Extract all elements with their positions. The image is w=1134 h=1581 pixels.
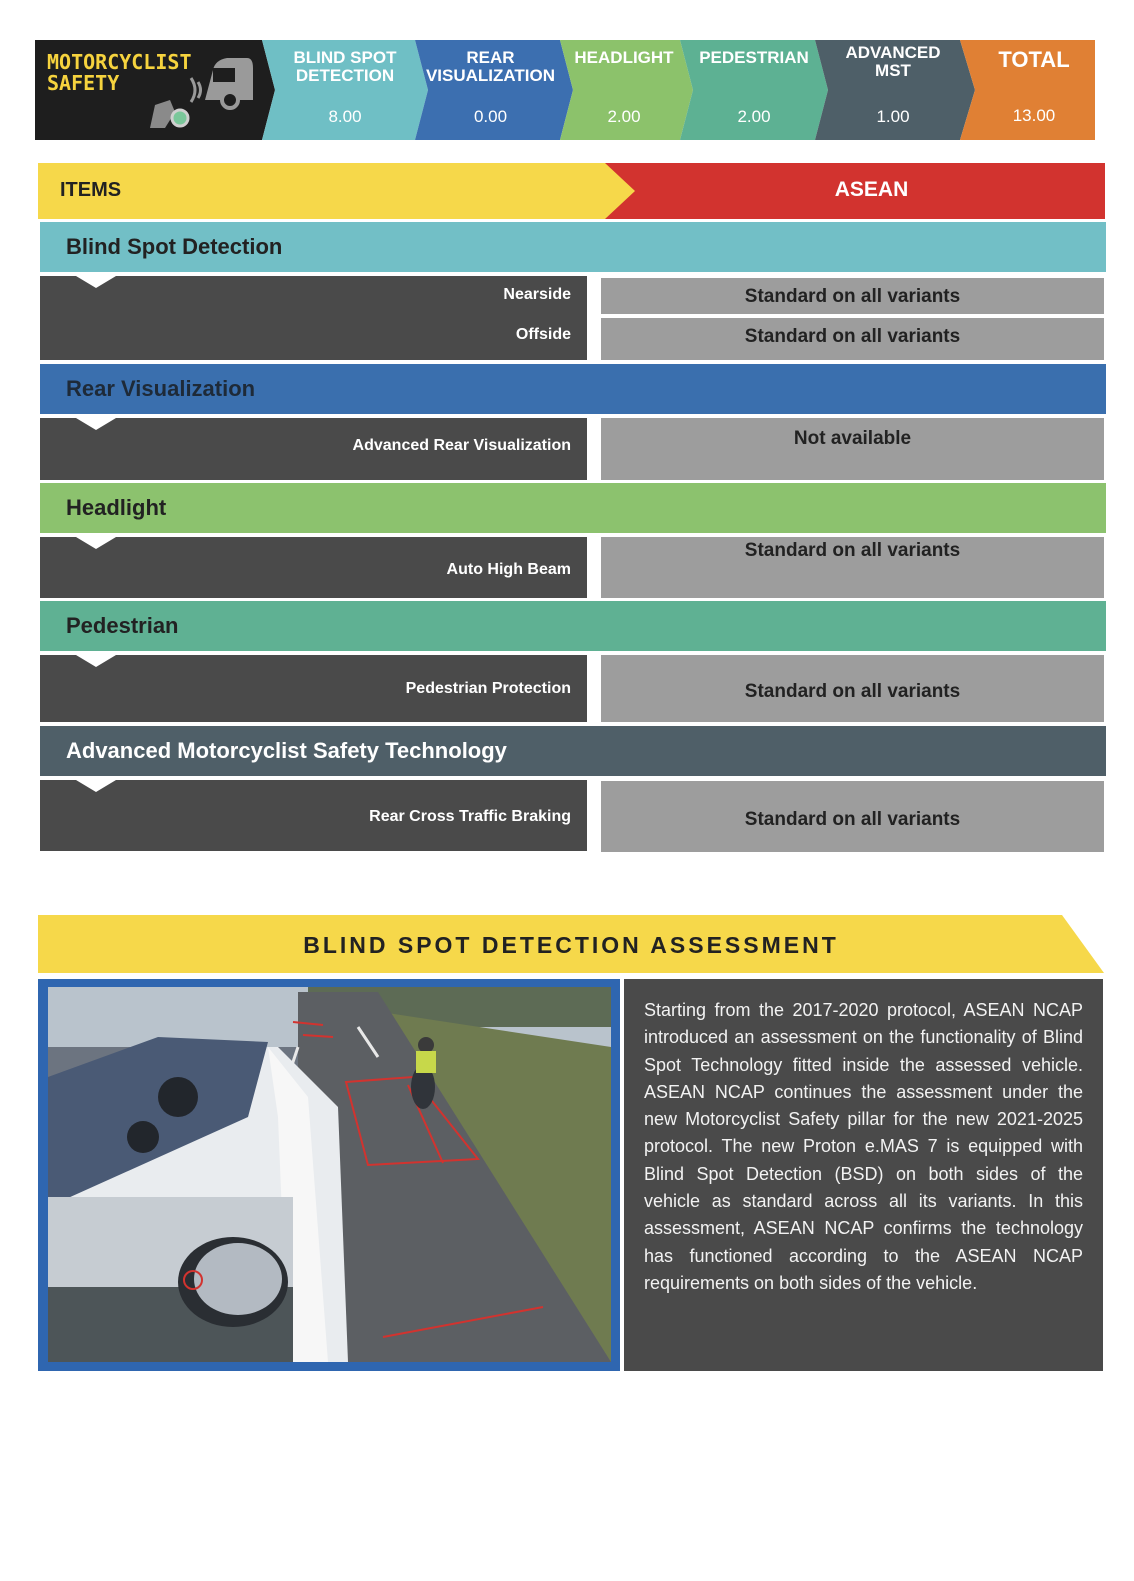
title-line-1: MOTORCYCLIST bbox=[47, 50, 192, 74]
category-pedestrian: Pedestrian bbox=[40, 601, 1106, 651]
advanced-mst-value: 1.00 bbox=[876, 107, 910, 126]
blind-spot-value: 8.00 bbox=[328, 107, 362, 126]
category-advanced-motorcyclist-safety: Advanced Motorcyclist Safety Technology bbox=[40, 726, 1106, 776]
value-offside: Standard on all variants bbox=[601, 318, 1104, 360]
items-header bbox=[38, 163, 1105, 219]
row-label-nearside: Nearside bbox=[503, 286, 571, 303]
notch-marker bbox=[76, 418, 116, 432]
rear-visualization-subrow bbox=[40, 418, 587, 480]
row-label-advanced-rear-visualization: Advanced Rear Visualization bbox=[352, 437, 571, 454]
assessment-description-box bbox=[624, 979, 1103, 1371]
rear-visualization-label-1: REAR bbox=[466, 48, 515, 67]
total-value: 13.00 bbox=[1012, 106, 1056, 125]
advanced-mst-subrow bbox=[40, 780, 587, 851]
score-header bbox=[35, 40, 1095, 140]
rear-visualization-score bbox=[423, 49, 558, 127]
advanced-mst-label-2: MST bbox=[875, 61, 911, 80]
motorcyclist-safety-title bbox=[47, 52, 192, 94]
notch-marker bbox=[76, 655, 116, 669]
pedestrian-score bbox=[691, 49, 817, 127]
pedestrian-subrow bbox=[40, 655, 587, 722]
assessment-title: BLIND SPOT DETECTION ASSESSMENT bbox=[303, 932, 839, 958]
blind-spot-subrow bbox=[40, 276, 587, 360]
value-nearside: Standard on all variants bbox=[601, 278, 1104, 314]
photo-illustration bbox=[48, 987, 611, 1362]
value-auto-high-beam: Standard on all variants bbox=[601, 537, 1104, 598]
title-line-2: SAFETY bbox=[47, 71, 120, 95]
category-blind-spot-detection: Blind Spot Detection bbox=[40, 222, 1106, 272]
pedestrian-value: 2.00 bbox=[737, 107, 771, 126]
category-rear-visualization: Rear Visualization bbox=[40, 364, 1106, 414]
headlight-score bbox=[568, 49, 680, 127]
headlight-label: HEADLIGHT bbox=[574, 48, 674, 67]
assessment-description: Starting from the 2017-2020 protocol, ASEAN NCAP introduced an assessment on the functionality of Blind Spot Technology fitted inside the assessed vehicle. ASEAN NCAP continues the assessment under the new Motorcyclist Safety pillar for the new 2021-2025 protocol. The new Proton e.MAS 7 is equipped with Blind Spot Detection (BSD) on both sides of the vehicle as standard across all its variants. In this assessment, ASEAN NCAP confirms the technology has functioned according to the ASEAN NCAP requirements on both sides of the vehicle. bbox=[644, 1000, 1083, 1293]
blind-spot-label-1: BLIND SPOT bbox=[293, 48, 397, 67]
value-advanced-rear-visualization: Not available bbox=[601, 418, 1104, 480]
blind-spot-score bbox=[275, 49, 415, 127]
value-rear-cross-traffic-braking: Standard on all variants bbox=[601, 781, 1104, 852]
notch-marker bbox=[76, 780, 116, 794]
asean-label: ASEAN bbox=[834, 178, 909, 201]
headlight-subrow bbox=[40, 537, 587, 598]
total-score bbox=[973, 48, 1095, 126]
row-label-rear-cross-traffic-braking: Rear Cross Traffic Braking bbox=[369, 808, 571, 825]
notch-marker bbox=[76, 276, 116, 290]
advanced-mst-label-1: ADVANCED bbox=[845, 43, 941, 62]
notch-marker bbox=[76, 537, 116, 551]
category-headlight: Headlight bbox=[40, 483, 1106, 533]
value-pedestrian-protection: Standard on all variants bbox=[601, 655, 1104, 722]
total-label: TOTAL bbox=[998, 47, 1070, 72]
rear-visualization-value: 0.00 bbox=[473, 107, 508, 126]
advanced-mst-score bbox=[827, 44, 959, 127]
headlight-value: 2.00 bbox=[607, 107, 641, 126]
blind-spot-test-photo bbox=[48, 987, 611, 1362]
assessment-photo-frame bbox=[38, 979, 620, 1371]
items-label: ITEMS bbox=[60, 179, 122, 201]
row-label-pedestrian-protection: Pedestrian Protection bbox=[405, 680, 571, 697]
rear-visualization-label-2: VISUALIZATION bbox=[425, 66, 556, 85]
pedestrian-label: PEDESTRIAN bbox=[699, 48, 809, 67]
row-label-offside: Offside bbox=[515, 326, 571, 343]
blind-spot-label-2: DETECTION bbox=[295, 66, 395, 85]
row-label-auto-high-beam: Auto High Beam bbox=[446, 561, 571, 578]
assessment-header bbox=[38, 915, 1104, 973]
